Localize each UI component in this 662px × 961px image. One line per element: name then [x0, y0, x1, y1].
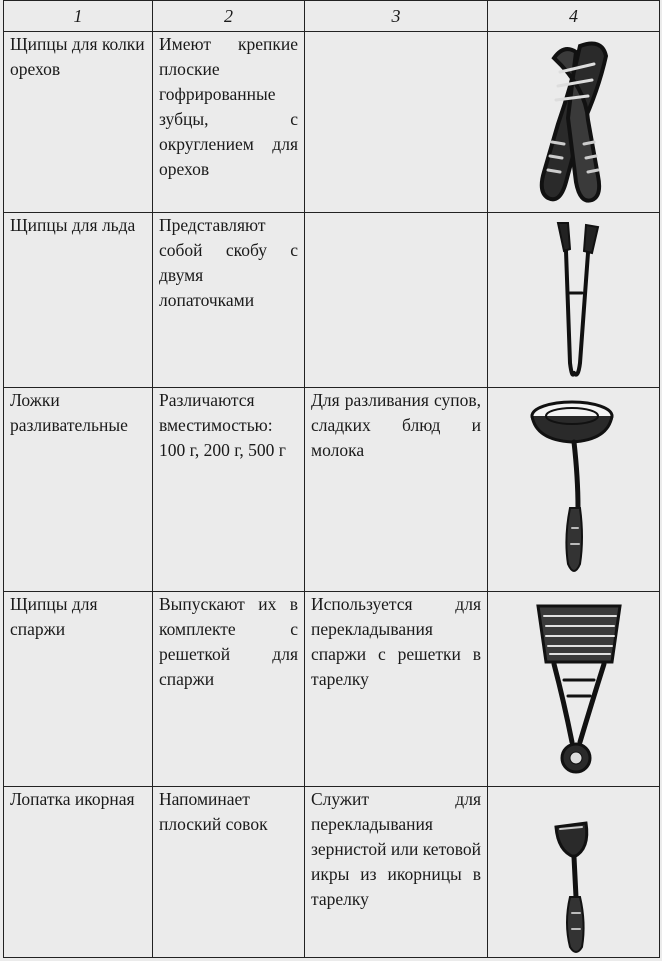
item-image-cell [488, 388, 660, 592]
nutcracker-tongs-icon [494, 32, 654, 210]
column-header-1: 1 [4, 1, 153, 32]
item-description: Имеют крепкие плоские гофрированные зубцы, с округлением для орехов [153, 32, 305, 213]
item-purpose [305, 32, 488, 213]
item-purpose [305, 213, 488, 388]
column-header-3: 3 [305, 1, 488, 32]
item-name: Щипцы для колки орехов [4, 32, 153, 213]
item-purpose: Для разливания супов, сладких блюд и молока [305, 388, 488, 592]
item-image-cell [488, 592, 660, 787]
item-description: Различаются вместимостью: 100 г, 200 г, 500 г [153, 388, 305, 592]
ice-tongs-icon [494, 213, 654, 385]
item-image-cell [488, 213, 660, 388]
item-name: Лопатка икорная [4, 787, 153, 958]
item-name: Ложки разливательные [4, 388, 153, 592]
item-purpose: Служит для перекладывания зернистой или кетовой икры из икорницы в тарелку [305, 787, 488, 958]
item-name: Щипцы для льда [4, 213, 153, 388]
caviar-spatula-icon [494, 787, 654, 955]
item-description: Напоминает плоский совок [153, 787, 305, 958]
asparagus-tongs-icon [494, 592, 654, 784]
ladle-icon [494, 388, 654, 588]
table-row [4, 388, 660, 592]
utensils-table [3, 0, 660, 958]
column-header-2: 2 [153, 1, 305, 32]
column-header-4: 4 [488, 1, 660, 32]
table-row [4, 592, 660, 787]
item-image-cell [488, 32, 660, 213]
item-description: Выпускают их в комплекте с решеткой для спаржи [153, 592, 305, 787]
item-name: Щипцы для спаржи [4, 592, 153, 787]
item-purpose: Используется для перекладывания спаржи с решетки в тарелку [305, 592, 488, 787]
table-row [4, 32, 660, 213]
table-row [4, 787, 660, 958]
header-row [4, 1, 660, 32]
item-image-cell [488, 787, 660, 958]
table-row [4, 213, 660, 388]
item-description: Представляют собой скобу с двумя лопаточками [153, 213, 305, 388]
